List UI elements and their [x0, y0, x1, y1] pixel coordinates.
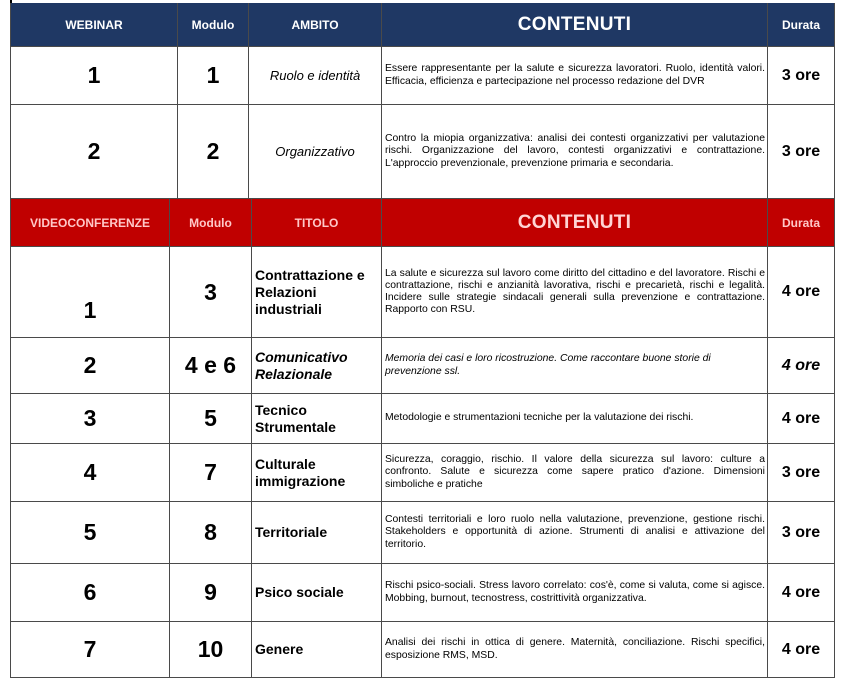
- course-table: [10, 0, 835, 678]
- webinar-header-row: [10, 3, 835, 47]
- module-number: 3: [170, 247, 252, 338]
- header-contenuti: [382, 199, 768, 247]
- module-number: 8: [170, 502, 252, 564]
- table-row: [10, 47, 835, 105]
- durata-cell: 4 ore: [768, 622, 835, 678]
- durata-cell: 3 ore: [768, 47, 835, 105]
- table-row: [10, 247, 835, 338]
- module-number: 7: [170, 444, 252, 502]
- contenuti-text: Sicurezza, coraggio, rischio. Il valore della sicurezza sul lavoro: culture a confronto. Salute e sicurezza come sapere pratico d'azione. Dimensioni simboliche e pratiche: [385, 454, 765, 490]
- header-contenuti-label: CONTENUTI: [517, 13, 632, 35]
- titolo-cell: Psico sociale: [252, 564, 382, 622]
- session-number: 7: [10, 622, 170, 678]
- titolo-cell: Comunicativo Relazionale: [252, 338, 382, 394]
- contenuti-text: Essere rappresentante per la salute e sicurezza lavoratori. Ruolo, identità valori. Efficacia, efficienza e partecipazione nel processo redazione del DVR: [385, 63, 765, 87]
- contenuti-cell: [382, 564, 768, 622]
- module-number: 2: [178, 105, 249, 199]
- header-ambito: AMBITO: [249, 3, 382, 47]
- titolo-cell: Culturale immigrazione: [252, 444, 382, 502]
- contenuti-cell: [382, 444, 768, 502]
- webinar-number: 2: [10, 105, 178, 199]
- contenuti-cell: [382, 338, 768, 394]
- contenuti-cell: [382, 105, 768, 199]
- module-number: 1: [178, 47, 249, 105]
- durata-cell: 4 ore: [768, 394, 835, 444]
- header-webinar: WEBINAR: [10, 3, 178, 47]
- durata-cell: 3 ore: [768, 502, 835, 564]
- header-modulo: Modulo: [178, 3, 249, 47]
- session-number: 3: [10, 394, 170, 444]
- header-durata: Durata: [768, 3, 835, 47]
- header-contenuti-label: CONTENUTI: [517, 211, 632, 233]
- ambito-cell: Organizzativo: [249, 105, 382, 199]
- table-row: [10, 338, 835, 394]
- module-number: 5: [170, 394, 252, 444]
- contenuti-text: Analisi dei rischi in ottica di genere. Maternità, conciliazione. Rischi specifici, esposizione RMS, MSD.: [385, 637, 765, 661]
- webinar-number: 1: [10, 47, 178, 105]
- contenuti-text: Contesti territoriali e loro ruolo nella valutazione, prevenzione, gestione rischi. Stakeholders e opportunità di azione. Strumenti di analisi e attivazione del territorio.: [385, 514, 765, 550]
- module-number: 9: [170, 564, 252, 622]
- contenuti-cell: [382, 47, 768, 105]
- table-row: [10, 105, 835, 199]
- table-row: [10, 444, 835, 502]
- table-row: [10, 394, 835, 444]
- contenuti-cell: [382, 394, 768, 444]
- contenuti-text: Metodologie e strumentazioni tecniche per la valutazione dei rischi.: [385, 412, 694, 424]
- table-row: [10, 564, 835, 622]
- contenuti-text: Memoria dei casi e loro ricostruzione. Come raccontare buone storie di prevenzione ssl.: [385, 353, 711, 377]
- module-number: 10: [170, 622, 252, 678]
- titolo-cell: Tecnico Strumentale: [252, 394, 382, 444]
- video-header-row: [10, 199, 835, 247]
- table-row: [10, 502, 835, 564]
- titolo-cell: Contrattazione e Relazioni industriali: [252, 247, 382, 338]
- header-titolo: TITOLO: [252, 199, 382, 247]
- session-number: 4: [10, 444, 170, 502]
- durata-cell: 4 ore: [768, 564, 835, 622]
- header-modulo: Modulo: [170, 199, 252, 247]
- module-number: 4 e 6: [170, 338, 252, 394]
- header-durata: Durata: [768, 199, 835, 247]
- contenuti-text: Rischi psico-sociali. Stress lavoro correlato: cos'è, come si valuta, come si agisce. Mobbing, burnout, tecnostress, costrittività organizzativa.: [385, 580, 765, 604]
- contenuti-text: Contro la miopia organizzativa: analisi dei contesti organizzativi per valutazione rischi. Organizzazione del lavoro, contesti organizzativi e contrattazione. L'approccio prevenzionale, prevenzione primaria e secondaria.: [385, 133, 765, 169]
- durata-cell: 4 ore: [768, 247, 835, 338]
- titolo-cell: Territoriale: [252, 502, 382, 564]
- durata-cell: 3 ore: [768, 105, 835, 199]
- durata-cell: 3 ore: [768, 444, 835, 502]
- titolo-cell: Genere: [252, 622, 382, 678]
- header-contenuti: [382, 3, 768, 47]
- contenuti-cell: [382, 622, 768, 678]
- contenuti-cell: [382, 247, 768, 338]
- ambito-cell: Ruolo e identità: [249, 47, 382, 105]
- durata-cell: 4 ore: [768, 338, 835, 394]
- session-number: 5: [10, 502, 170, 564]
- contenuti-cell: [382, 502, 768, 564]
- session-number: 6: [10, 564, 170, 622]
- session-number: 2: [10, 338, 170, 394]
- table-row: [10, 622, 835, 678]
- header-videoconferenze: VIDEOCONFERENZE: [10, 199, 170, 247]
- contenuti-text: La salute e sicurezza sul lavoro come diritto del cittadino e del lavoratore. Rischi e contrattazione, rischi e anzianità lavorativa, rischi e precarietà, rischi e legalità. Incidere sulle strategie sindacali generali sulla prevenzione e contrattazione. Rapporto con RSU.: [385, 267, 765, 316]
- session-number: 1: [10, 247, 170, 338]
